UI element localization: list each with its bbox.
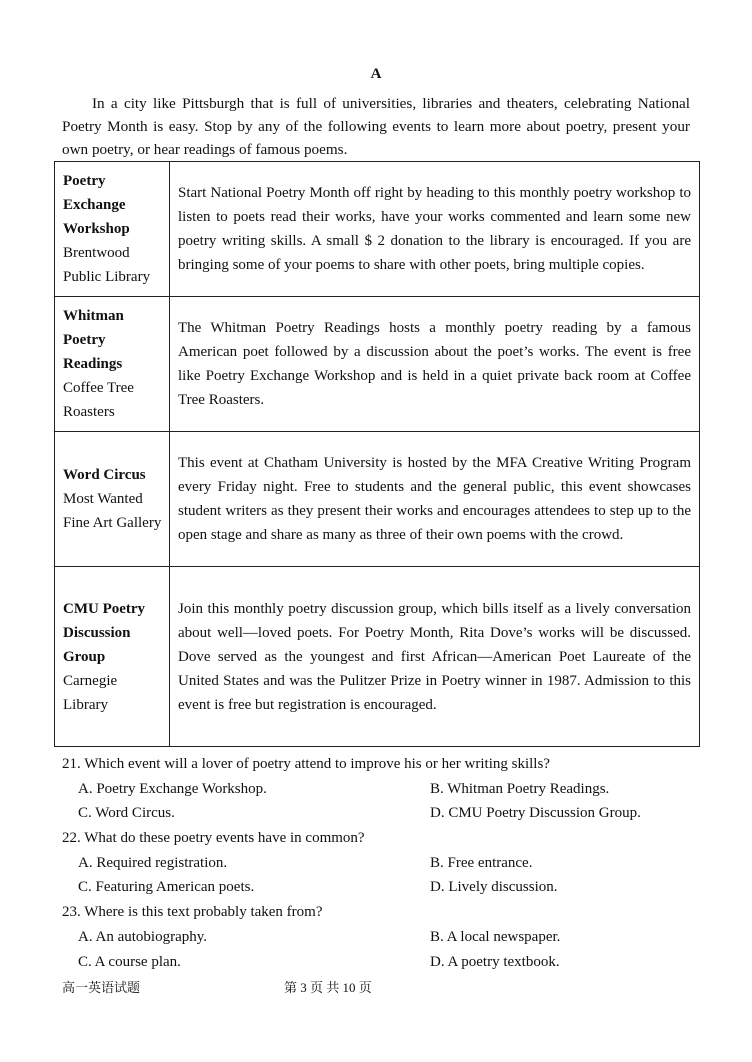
- question-text: 21. Which event will a lover of poetry attend to improve his or her writing skills?: [62, 756, 550, 772]
- event-name-cell: [55, 567, 170, 747]
- page-number: 第 3 页 共 10 页: [284, 980, 372, 995]
- event-description: This event at Chatham University is hosted by the MFA Creative Writing Program every Friday night. Free to students and the general public, this event showcases student writers as they present their works and encourages attendees to step up to the open stage and share as many as three of their own poems with the crowd.: [170, 432, 700, 567]
- event-location: Most Wanted Fine Art Gallery: [63, 491, 162, 531]
- option: D. Lively discussion.: [430, 879, 558, 896]
- event-name: CMU Poetry Discussion Group: [63, 600, 146, 665]
- option: C. A course plan.: [78, 953, 181, 970]
- event-name: Whitman Poetry Readings: [63, 308, 124, 372]
- event-name-cell: [55, 297, 170, 432]
- section-title: A: [370, 66, 382, 82]
- question-text: 23. Where is this text probably taken from?: [62, 904, 323, 921]
- event-description: The Whitman Poetry Readings hosts a monthly poetry reading by a famous American poet followed by a discussion about the poet’s works. The event is free like Poetry Exchange Workshop and is held in a quiet private back room at Coffee Tree Roasters.: [170, 297, 700, 432]
- event-location: Brentwood Public Library: [63, 245, 151, 285]
- event-description: Start National Poetry Month off right by heading to this monthly poetry workshop to listen to poets read their works, have your works commented and learn some new poetry writing skills. A small $ 2 donation to the library is encouraged. If you are bringing some of your poems to share with other poets, bring multiple copies.: [170, 162, 700, 297]
- intro-paragraph: In a city like Pittsburgh that is full of universities, libraries and theaters, celebrating National Poetry Month is easy. Stop by any of the following events to learn more about poetry, present your own poetry, or hear readings of famous poems.: [62, 95, 690, 158]
- option: B. Whitman Poetry Readings.: [430, 780, 610, 797]
- events-table: [54, 161, 700, 747]
- questions: [62, 752, 702, 974]
- option-row: [62, 925, 702, 950]
- event-description: Join this monthly poetry discussion group, which bills itself as a lively conversation about well—loved poets. For Poetry Month, Rita Dove’s works will be discussed. Dove served as the youngest and first African—American Poet Laureate of the United States and was the Pulitzer Prize in Poetry winner in 1987. Admission to this event is free but registration is encouraged.: [170, 567, 700, 747]
- option: D. CMU Poetry Discussion Group.: [430, 805, 641, 822]
- option-row: [62, 875, 702, 900]
- event-name-cell: [55, 162, 170, 297]
- option: D. A poetry textbook.: [430, 953, 560, 970]
- option: B. A local newspaper.: [430, 928, 561, 945]
- event-row: [55, 567, 700, 747]
- option-row: [62, 777, 702, 802]
- option: A. An autobiography.: [78, 928, 208, 945]
- event-row: [55, 432, 700, 567]
- option: A. Required registration.: [78, 854, 228, 871]
- event-name-cell: [55, 432, 170, 567]
- event-name: Word Circus: [63, 467, 146, 483]
- option: B. Free entrance.: [430, 854, 533, 871]
- event-name: Poetry Exchange Workshop: [63, 173, 130, 237]
- option: A. Poetry Exchange Workshop.: [78, 780, 267, 797]
- option: C. Featuring American poets.: [78, 879, 255, 896]
- option-row: [62, 801, 702, 826]
- event-row: [55, 162, 700, 297]
- event-row: [55, 297, 700, 432]
- footer-subject: 高一英语试题: [62, 980, 141, 995]
- question-text: 22. What do these poetry events have in common?: [62, 830, 365, 847]
- option-row: [62, 851, 702, 876]
- option: C. Word Circus.: [78, 805, 175, 822]
- event-location: Carnegie Library: [63, 672, 118, 713]
- event-location: Coffee Tree Roasters: [63, 380, 134, 420]
- option-row: [62, 950, 702, 975]
